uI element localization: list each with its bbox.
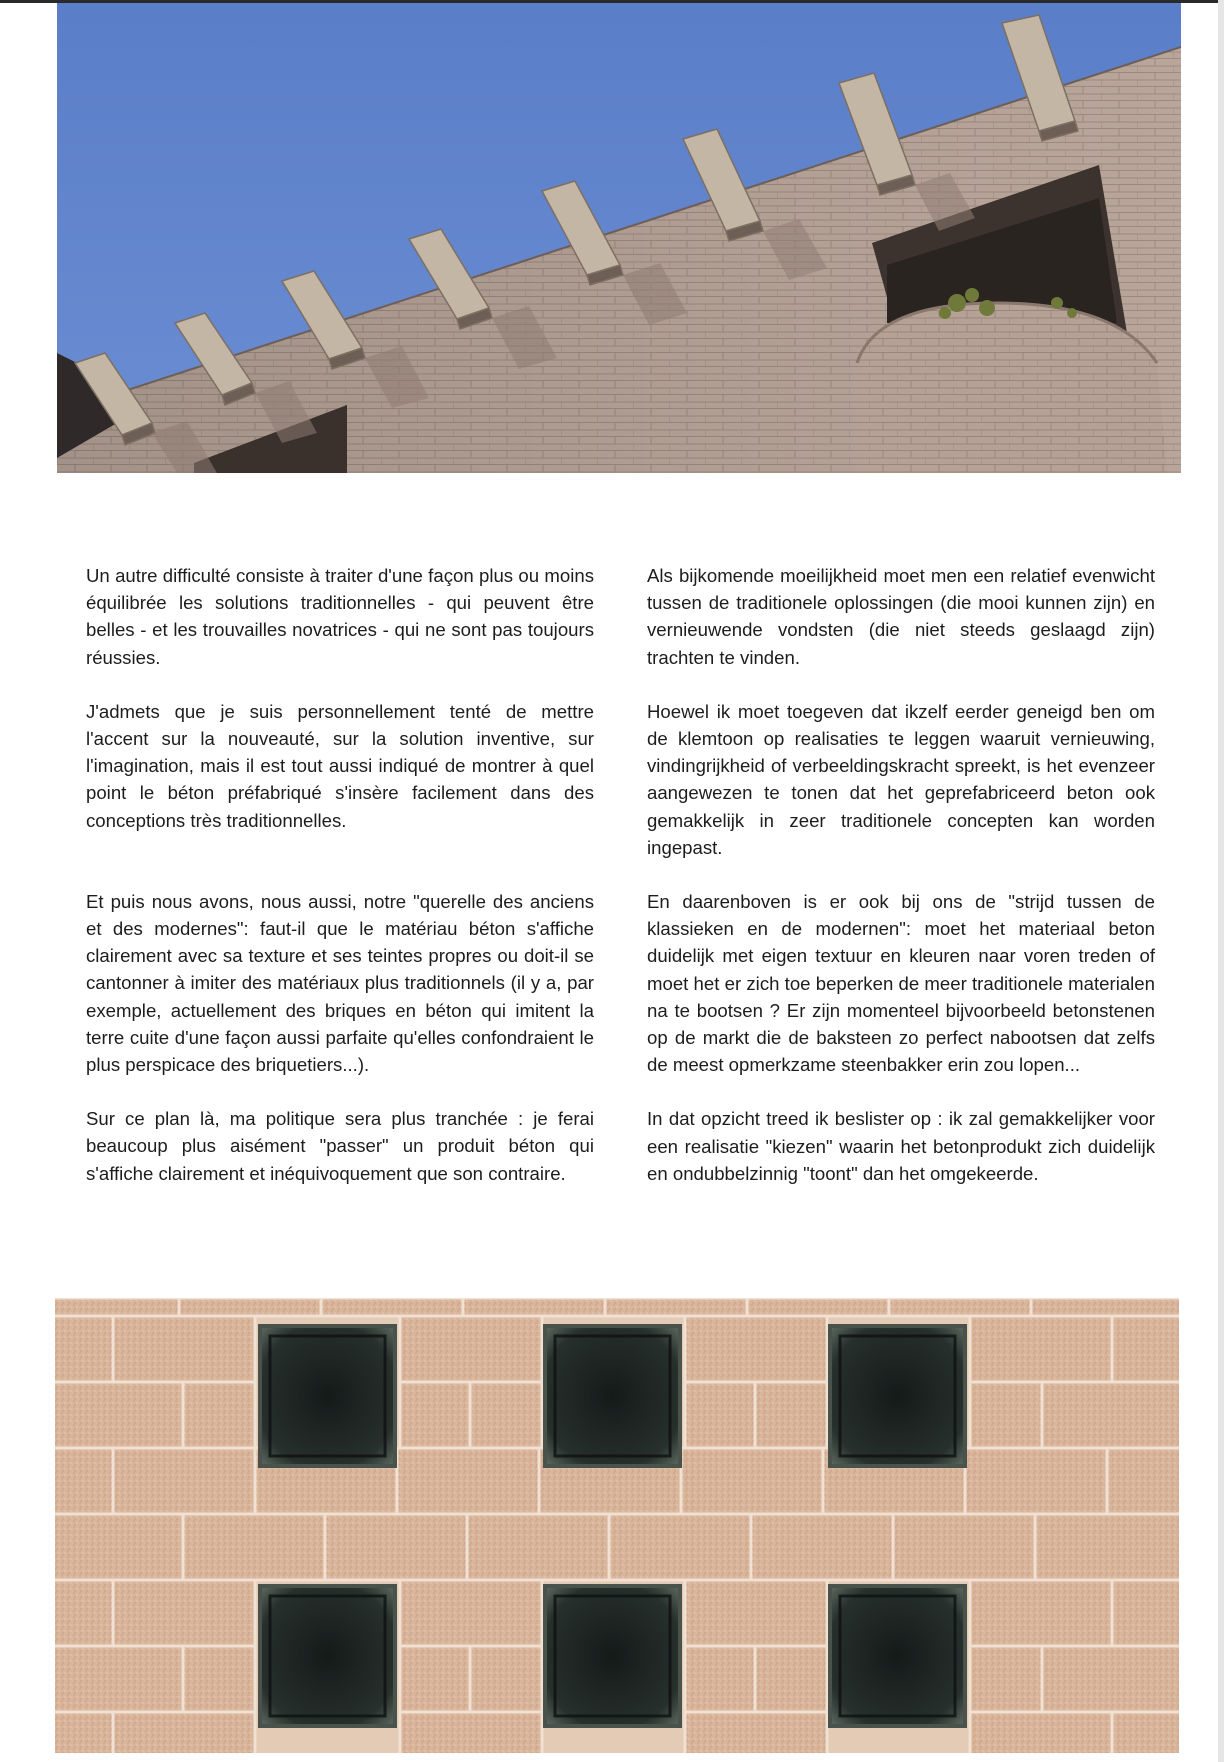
french-paragraph-3: Et puis nous avons, nous aussi, notre "querelle des anciens et des modernes": faut-il que le matériau béton s'affiche clairement avec sa texture et ses teintes propres ou doit-il se cantonner à imiter des matériaux plus traditionnels (il y a, par exemple, actuellement des briques en béton qui imitent la terre cuite d'une façon aussi parfaite qu'elles confondraient le plus perspicace des briquetiers...). [86,890,594,1076]
page-right-margin [1218,0,1224,1762]
dutch-paragraph-1: Als bijkomende moeilijkheid moet men een relatief evenwicht tussen de traditionele oplossingen (die mooi kunnen zijn) en vernieuwende vondsten (die niet steeds geslaagd zijn) trachten te vinden. [647,565,1155,668]
dutch-text-column [647,562,1155,1187]
dutch-paragraph-3: En daarenboven is er ook bij ons de "strijd tussen de klassieken en de modernen": moet het materiaal beton duidelijk met eigen textuur en kleuren naar voren treden of moet het er zich toe beperken de meer traditionele materialen na te bootsen ? Er zijn momenteel bijvoorbeeld betonstenen op de markt die de baksteen zo perfect nabootsen dat zelfs de meest opmerkzame steenbakker erin zou lopen... [647,891,1155,1076]
facade-photo-svg [57,3,1181,473]
glass-block [545,1586,680,1726]
glass-block [830,1586,965,1726]
glass-block [260,1326,395,1466]
french-paragraph-1: Un autre difficulté consiste à traiter d'une façon plus ou moins équilibrée les solutions traditionnelles - qui peuvent être belles - et les trouvailles novatrices - qui ne sont pas toujours réussies. [86,565,594,668]
dutch-paragraph-2: Hoewel ik moet toegeven dat ikzelf eerder geneigd ben om de klemtoon op realisaties te leggen waaruit vernieuwing, vindingrijkheid of verbeeldingskracht spreekt, is het evenzeer aangewezen te tonen dat het geprefabriceerd beton ook gemakkelijk in zeer traditionele concepten kan worden ingepast. [647,700,1155,858]
glass-block [260,1586,395,1726]
glass-block [545,1326,680,1466]
glass-block [830,1326,965,1466]
french-text-column [86,562,594,1187]
french-paragraph-2: J'admets que je suis personnellement tenté de mettre l'accent sur la nouveauté, sur la solution inventive, sur l'imagination, mais il est tout aussi indiqué de montrer à quel point le béton préfabriqué s'insère facilement dans des conceptions très traditionnelles. [86,700,594,831]
glass-block-wall-photo [55,1298,1179,1753]
facade-concrete-corbels-photo [57,3,1181,473]
glass-block-wall-svg [55,1298,1179,1753]
french-paragraph-4: Sur ce plan là, ma politique sera plus tranchée : je ferai beaucoup plus aisément "passer" un produit béton qui s'affiche clairement et inéquivoquement que son contraire. [86,1108,594,1184]
dutch-paragraph-4: In dat opzicht treed ik beslister op : ik zal gemakkelijker voor een realisatie "kiezen" waarin het betonprodukt zich duidelijk en ondubbelzinnig "toont" dan het omgekeerde. [647,1108,1155,1184]
